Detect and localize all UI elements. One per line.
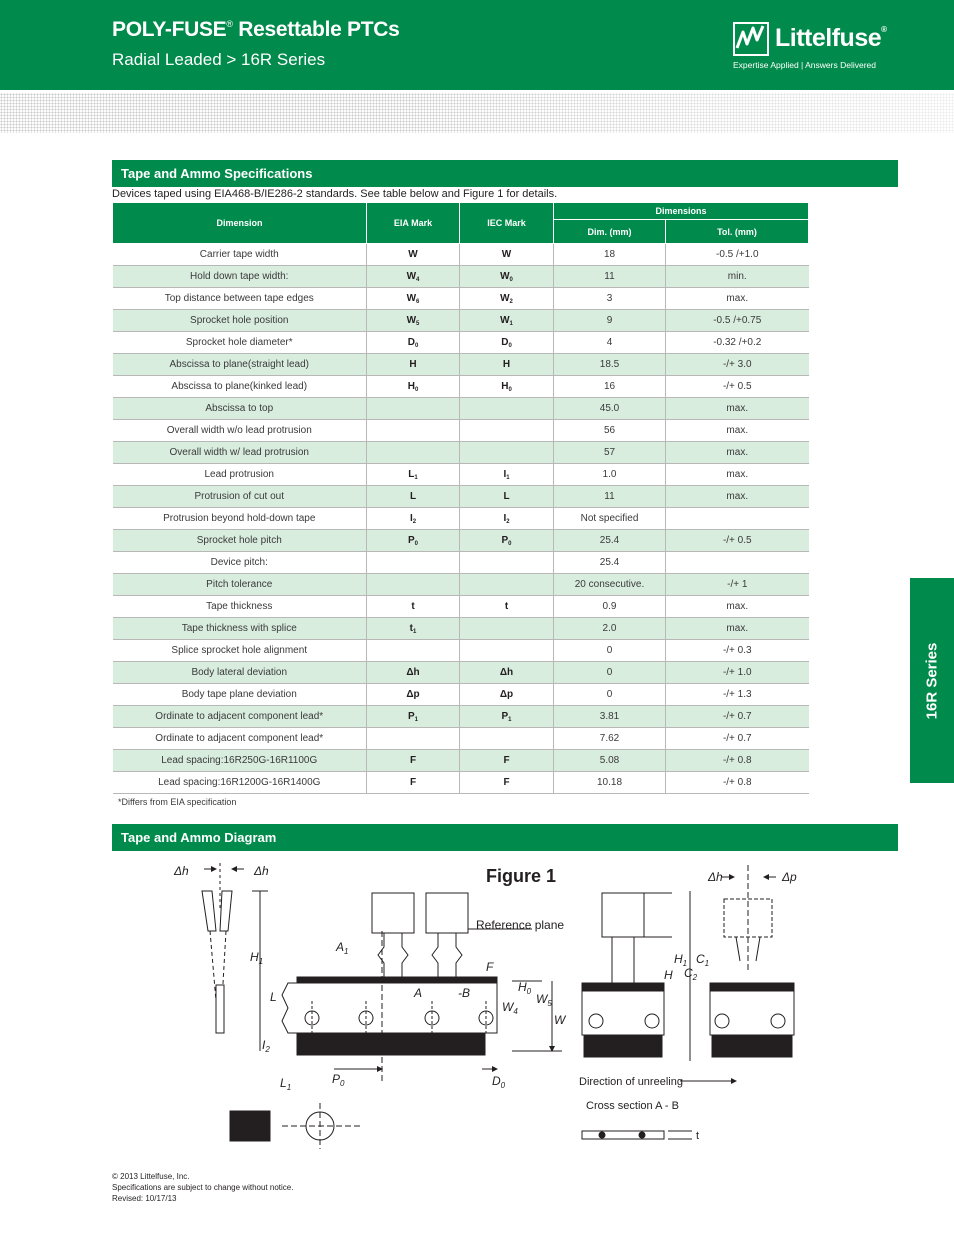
cell-iec-mark: W	[500, 292, 510, 304]
cell-dim-mm: 25.4	[599, 535, 620, 546]
cell-iec-mark: L	[503, 490, 510, 502]
cell-iec-mark: W	[501, 248, 512, 260]
table-row: Sprocket hole position $W_5$ $W_1$ 9 -0.5 /+0.75	[113, 310, 809, 332]
label-t: t	[696, 1130, 700, 1142]
cell-eia-mark: t	[411, 600, 415, 612]
table-row: Protrusion beyond hold-down tape $I_2$ $I_2$ Not specified	[113, 508, 809, 530]
cell-tol-mm: -/+ 0.7	[722, 733, 752, 744]
cell-tol-mm: max.	[726, 623, 749, 634]
cell-iec-mark: t	[504, 600, 509, 612]
cell-dim-mm: 20 consecutive.	[574, 579, 645, 590]
cell-eia-mark: D	[407, 336, 415, 348]
cell-eia-mark: W	[406, 292, 417, 304]
cell-tol-mm: max.	[726, 469, 749, 480]
cell-dimension: Lead spacing:16R250G-16R1100G	[161, 755, 318, 766]
cell-eia-mark: F	[409, 754, 417, 766]
cell-eia-mark: Δh	[406, 666, 420, 678]
table-row: Lead protrusion $L_1$ $I_1$ 1.0 max.	[113, 464, 809, 486]
cell-dim-mm: 16	[603, 381, 616, 392]
cell-dim-mm: 56	[603, 425, 616, 436]
label-l: L	[270, 990, 277, 1004]
cell-dimension: Ordinate to adjacent component lead*	[155, 733, 324, 744]
cell-dimension: Sprocket hole position	[190, 315, 289, 326]
label-dh-left: Δh	[174, 864, 189, 878]
cell-dimension: Sprocket hole diameter*	[185, 337, 293, 348]
table-row: Sprocket hole pitch $P_0$ $P_0$ 25.4 -/+ 0.5	[113, 530, 809, 552]
label-cross-section: Cross section A - B	[586, 1100, 679, 1112]
cell-tol-mm: max.	[726, 293, 749, 304]
cell-dimension: Device pitch:	[210, 557, 268, 568]
brand-tagline: Expertise Applied | Answers Delivered	[733, 60, 877, 70]
spec-footnote: *Differs from EIA specification	[118, 797, 237, 807]
header-dimension: Dimension	[113, 203, 367, 244]
cell-tol-mm: max.	[726, 601, 749, 612]
label-dh-side: Δh	[708, 870, 723, 884]
cell-eia-mark: P	[407, 710, 415, 722]
label-f: F	[486, 960, 494, 974]
cell-eia-mark: Δp	[406, 688, 420, 700]
label-c1: $C_1$	[696, 952, 710, 968]
cell-dim-mm: 57	[603, 447, 616, 458]
cell-dimension: Abscissa to plane(straight lead)	[169, 359, 310, 370]
label-b: -B	[458, 986, 470, 1000]
cell-dimension: Lead protrusion	[204, 469, 274, 480]
cell-dim-mm: 3.81	[599, 711, 620, 722]
cell-dim-mm: 0.9	[602, 601, 617, 612]
cell-iec-mark: Δp	[499, 688, 514, 700]
label-d0: $D_0$	[492, 1074, 506, 1090]
cell-dim-mm: 45.0	[599, 403, 620, 414]
cell-tol-mm: -/+ 0.7	[722, 711, 752, 722]
cell-iec-mark: H	[502, 358, 511, 370]
label-dh-right: Δh	[254, 864, 269, 878]
table-row	[113, 684, 809, 706]
table-row: Top distance between tape edges $W_6$ $W_2$ 3 max.	[113, 288, 809, 310]
label-h1-left: $H_1$	[250, 950, 264, 966]
cell-tol-mm: max.	[726, 403, 749, 414]
table-row	[113, 640, 809, 662]
label-w5: $W_5$	[536, 992, 552, 1008]
label-w4: $W_4$	[502, 1000, 518, 1016]
label-h0: $H_0$	[518, 980, 532, 996]
figure-title: Figure 1	[486, 866, 557, 886]
cell-dimension: Abscissa to plane(kinked lead)	[171, 381, 308, 392]
label-h1-right: $H_1$	[674, 952, 688, 968]
page-subtitle: Radial Leaded > 16R Series	[112, 50, 326, 69]
cell-iec-mark: P	[501, 534, 509, 546]
cell-tol-mm: -/+ 0.8	[722, 777, 752, 788]
header-eia-mark: EIA Mark	[367, 203, 460, 244]
spec-section-title: Tape and Ammo Specifications	[112, 160, 898, 187]
cell-tol-mm: -/+ 3.0	[722, 359, 752, 370]
cell-dimension: Tape thickness with splice	[181, 623, 297, 634]
diagram-section-title: Tape and Ammo Diagram	[112, 824, 898, 851]
cell-dim-mm: 4	[606, 337, 613, 348]
cell-tol-mm: -/+ 0.3	[722, 645, 752, 656]
cell-dimension: Ordinate to adjacent component lead*	[155, 711, 324, 722]
cell-eia-mark: L	[409, 490, 417, 502]
cell-tol-mm: -0.5 /+1.0	[715, 249, 759, 260]
cell-tol-mm: min.	[727, 271, 747, 282]
cell-tol-mm: -/+ 1.0	[722, 667, 752, 678]
cell-eia-mark: H	[409, 358, 417, 370]
label-direction-unreeling: Direction of unreeling	[579, 1076, 683, 1088]
cell-eia-mark: I	[409, 512, 413, 524]
cell-dimension: Lead spacing:16R1200G-16R1400G	[158, 777, 321, 788]
cell-dim-mm: 0	[606, 645, 613, 656]
cell-dimension: Abscissa to top	[205, 403, 274, 414]
cell-eia-mark: F	[409, 776, 417, 788]
label-h: H	[664, 968, 673, 982]
cell-eia-mark: L	[408, 468, 415, 480]
cell-tol-mm: -0.5 /+0.75	[713, 315, 762, 326]
header-dim-mm: Dim. (mm)	[554, 220, 666, 244]
cell-iec-mark: D	[501, 336, 509, 348]
littelfuse-logo	[733, 20, 903, 76]
cell-eia-mark: W	[406, 314, 417, 326]
label-reference-plane: Reference plane	[476, 918, 565, 932]
label-c2: $C_2$	[684, 966, 698, 982]
spec-intro: Devices taped using EIA468-B/IE286-2 standards. See table below and Figure 1 for details.	[112, 188, 558, 200]
littelfuse-logo-icon	[733, 22, 769, 56]
cell-dimension: Overall width w/o lead protrusion	[166, 425, 312, 436]
cell-iec-mark: H	[501, 380, 509, 392]
table-row: Abscissa to plane(kinked lead) $H_0$ $H_0$ 16 -/+ 0.5	[113, 376, 809, 398]
cell-dim-mm: 11	[604, 271, 615, 282]
label-dp: Δp	[782, 870, 797, 884]
cell-tol-mm: -/+ 1	[727, 579, 748, 590]
cell-iec-mark: I	[503, 468, 507, 480]
label-a: A	[414, 986, 423, 1000]
tape-side-view	[582, 865, 794, 1139]
cell-dimension: Body tape plane deviation	[181, 689, 297, 700]
table-row	[113, 420, 809, 442]
table-row: Ordinate to adjacent component lead* $P_1$ $P_1$ 3.81 -/+ 0.7	[113, 706, 809, 728]
table-row	[113, 596, 809, 618]
page-header	[0, 0, 954, 90]
cell-dim-mm: Not specified	[580, 513, 639, 524]
cell-iec-mark: F	[503, 776, 510, 788]
cell-eia-mark: P	[407, 534, 415, 546]
label-l2: $I_2$	[262, 1038, 270, 1054]
tape-ammo-diagram	[112, 851, 808, 1161]
cell-tol-mm: max.	[726, 425, 749, 436]
cell-eia-mark: W	[408, 248, 418, 260]
label-l1: $L_1$	[280, 1076, 292, 1092]
cell-dimension: Carrier tape width	[199, 249, 279, 260]
footer-copyright: © 2013 Littelfuse, Inc. Specifications are subject to change without notice. Revised: 10/17/13	[112, 1172, 294, 1203]
cell-dimension: Top distance between tape edges	[164, 293, 314, 304]
table-row	[113, 728, 809, 750]
cell-dimension: Sprocket hole pitch	[196, 535, 282, 546]
table-row	[113, 772, 809, 794]
cell-dim-mm: 0	[606, 667, 613, 678]
table-row	[113, 244, 809, 266]
table-row	[113, 552, 809, 574]
cell-tol-mm: -/+ 0.5	[722, 535, 752, 546]
table-row	[113, 750, 809, 772]
cell-iec-mark: P	[501, 710, 509, 722]
cell-dim-mm: 7.62	[599, 733, 620, 744]
dot-pattern-band	[0, 93, 954, 133]
table-row: Sprocket hole diameter* $D_0$ $D_0$ 4 -0.32 /+0.2	[113, 332, 809, 354]
cell-dimension: Tape thickness	[206, 601, 273, 612]
table-row	[113, 354, 809, 376]
cell-dimension: Overall width w/ lead protrusion	[169, 447, 309, 458]
cell-dim-mm: 1.0	[602, 469, 617, 480]
cell-dim-mm: 11	[604, 491, 615, 502]
table-row: Tape thickness with splice $t_1$ 2.0 max.	[113, 618, 809, 640]
cell-dimension: Hold down tape width:	[190, 271, 289, 282]
cell-dim-mm: 3	[606, 293, 613, 304]
cell-tol-mm: -/+ 1.3	[722, 689, 752, 700]
table-row	[113, 662, 809, 684]
cell-dimension: Pitch tolerance	[206, 579, 273, 590]
cell-iec-mark: I	[503, 512, 507, 524]
cell-eia-mark: t	[409, 622, 413, 634]
table-row	[113, 442, 809, 464]
cell-tol-mm: -/+ 0.5	[722, 381, 752, 392]
table-row	[113, 486, 809, 508]
cell-dim-mm: 0	[606, 689, 613, 700]
cell-dim-mm: 2.0	[602, 623, 617, 634]
cell-dimension: Protrusion of cut out	[194, 491, 284, 502]
cell-iec-mark: Δh	[499, 666, 514, 678]
label-p0: $P_0$	[332, 1072, 345, 1088]
table-row	[113, 574, 809, 596]
cell-dimension: Protrusion beyond hold-down tape	[163, 513, 316, 524]
cell-dim-mm: 18.5	[599, 359, 620, 370]
cell-dim-mm: 25.4	[599, 557, 620, 568]
cell-iec-mark: F	[503, 754, 510, 766]
cell-tol-mm: max.	[726, 491, 749, 502]
cell-iec-mark: W	[500, 314, 510, 326]
cell-dim-mm: 18	[603, 249, 616, 260]
series-side-tab: 16R Series	[910, 578, 954, 783]
cell-dim-mm: 5.08	[599, 755, 620, 766]
header-tol-mm: Tol. (mm)	[666, 220, 809, 244]
spec-table	[112, 202, 809, 794]
cell-iec-mark: W	[500, 270, 510, 282]
cell-eia-mark: W	[406, 270, 417, 282]
cell-tol-mm: -/+ 0.8	[722, 755, 752, 766]
brand-name: Littelfuse®	[775, 24, 887, 52]
page-title: POLY-FUSE® Resettable PTCs	[112, 18, 400, 41]
label-a1: $A_1$	[336, 940, 349, 956]
cell-dim-mm: 9	[606, 315, 613, 326]
cell-dim-mm: 10.18	[596, 777, 623, 788]
cell-tol-mm: -0.32 /+0.2	[713, 337, 762, 348]
cell-dimension: Body lateral deviation	[191, 667, 288, 678]
cell-eia-mark: H	[407, 380, 415, 392]
header-iec-mark: IEC Mark	[460, 203, 554, 244]
spec-table-body	[113, 244, 809, 794]
cell-dimension: Splice sprocket hole alignment	[171, 645, 308, 656]
lateral-deviation-view	[202, 863, 244, 1033]
cell-tol-mm: max.	[726, 447, 749, 458]
label-w: W	[554, 1013, 566, 1027]
header-dimensions: Dimensions	[554, 203, 809, 220]
table-row: Hold down tape width: $W_4$ $W_0$ 11 min.	[113, 266, 809, 288]
table-row	[113, 398, 809, 420]
